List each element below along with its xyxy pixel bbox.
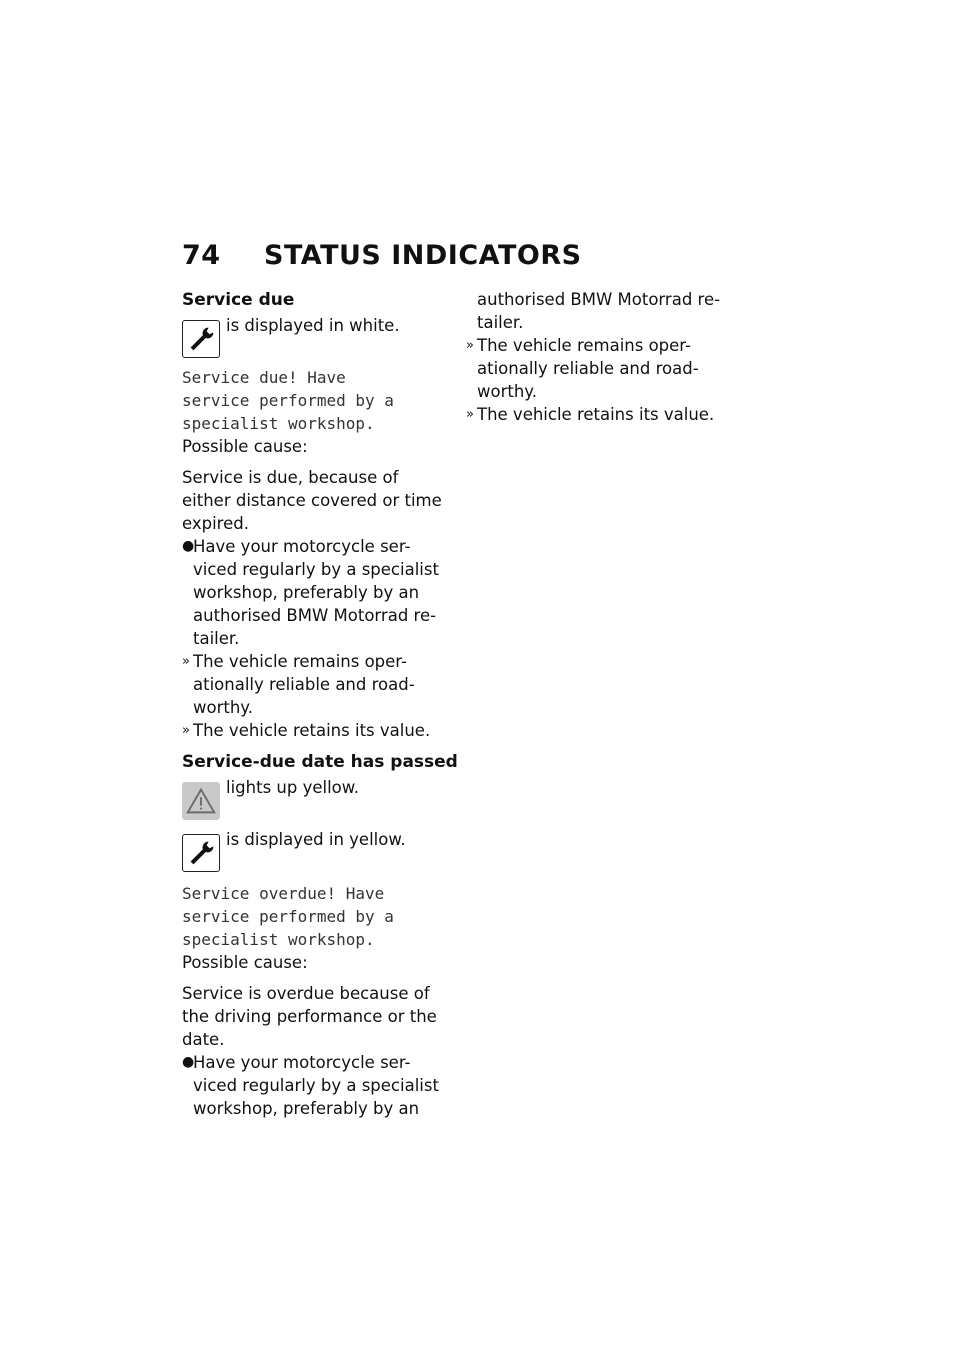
result-line: The vehicle retains its value. xyxy=(477,405,715,424)
bullet-line: workshop, preferably by an xyxy=(193,1099,420,1118)
result-marker: » xyxy=(466,338,474,353)
result-marker: » xyxy=(182,654,190,669)
bullet-line: authorised BMW Motorrad re- xyxy=(193,606,437,625)
cause-line: Service is due, because of xyxy=(182,468,399,487)
bullet-line: Have your motorcycle ser- xyxy=(193,1053,411,1072)
result-line: worthy. xyxy=(193,698,253,717)
bullet-line: workshop, preferably by an xyxy=(193,583,420,602)
left-column xyxy=(182,288,458,1120)
icon-description: lights up yellow. xyxy=(226,778,359,797)
message-line: Service overdue! Have xyxy=(182,884,385,903)
cause-line: Service is overdue because of xyxy=(182,984,430,1003)
message-line: specialist workshop. xyxy=(182,414,375,433)
wrench-icon xyxy=(182,834,220,872)
cause-line: date. xyxy=(182,1030,225,1049)
message-line: service performed by a xyxy=(182,907,394,926)
result-item xyxy=(466,403,742,426)
result-line: ationally reliable and road- xyxy=(193,675,415,694)
icon-description: is displayed in yellow. xyxy=(226,830,406,849)
page-header xyxy=(182,240,582,271)
message-line: service performed by a xyxy=(182,391,394,410)
cause-line: the driving performance or the xyxy=(182,1007,437,1026)
action-bullet xyxy=(182,535,458,650)
section-heading-service-overdue: Service-due date has passed xyxy=(182,752,458,772)
icon-description: is displayed in white. xyxy=(226,316,400,335)
bullet-line: authorised BMW Motorrad re- xyxy=(477,290,721,309)
bullet-line: tailer. xyxy=(477,313,524,332)
result-line: The vehicle retains its value. xyxy=(193,721,431,740)
possible-cause-label: Possible cause: xyxy=(182,953,308,972)
right-column xyxy=(466,288,742,426)
icon-row xyxy=(182,314,458,358)
result-item xyxy=(182,719,458,742)
bullet-line: viced regularly by a specialist xyxy=(193,560,439,579)
message-line: specialist workshop. xyxy=(182,930,375,949)
result-item xyxy=(182,650,458,719)
bullet-marker: ● xyxy=(182,1054,195,1070)
result-marker: » xyxy=(466,407,474,422)
display-message xyxy=(182,366,458,435)
result-line: The vehicle remains oper- xyxy=(193,652,407,671)
message-line: Service due! Have xyxy=(182,368,346,387)
result-line: The vehicle remains oper- xyxy=(477,336,691,355)
bullet-continuation xyxy=(466,288,742,334)
display-message xyxy=(182,882,458,951)
bullet-line: tailer. xyxy=(193,629,240,648)
cause-line: expired. xyxy=(182,514,249,533)
icon-row xyxy=(182,828,458,874)
result-marker: » xyxy=(182,723,190,738)
bullet-line: viced regularly by a specialist xyxy=(193,1076,439,1095)
possible-cause-label: Possible cause: xyxy=(182,437,308,456)
result-item xyxy=(466,334,742,403)
action-bullet xyxy=(182,1051,458,1120)
cause-line: either distance covered or time xyxy=(182,491,442,510)
page-number: 74 xyxy=(182,240,221,271)
section-heading-service-due: Service due xyxy=(182,290,295,310)
warning-triangle-icon xyxy=(182,782,220,820)
result-line: ationally reliable and road- xyxy=(477,359,699,378)
icon-row xyxy=(182,776,458,820)
bullet-marker: ● xyxy=(182,538,195,554)
bullet-line: Have your motorcycle ser- xyxy=(193,537,411,556)
result-line: worthy. xyxy=(477,382,537,401)
wrench-icon xyxy=(182,320,220,358)
page-title: STATUS INDICATORS xyxy=(264,240,582,271)
